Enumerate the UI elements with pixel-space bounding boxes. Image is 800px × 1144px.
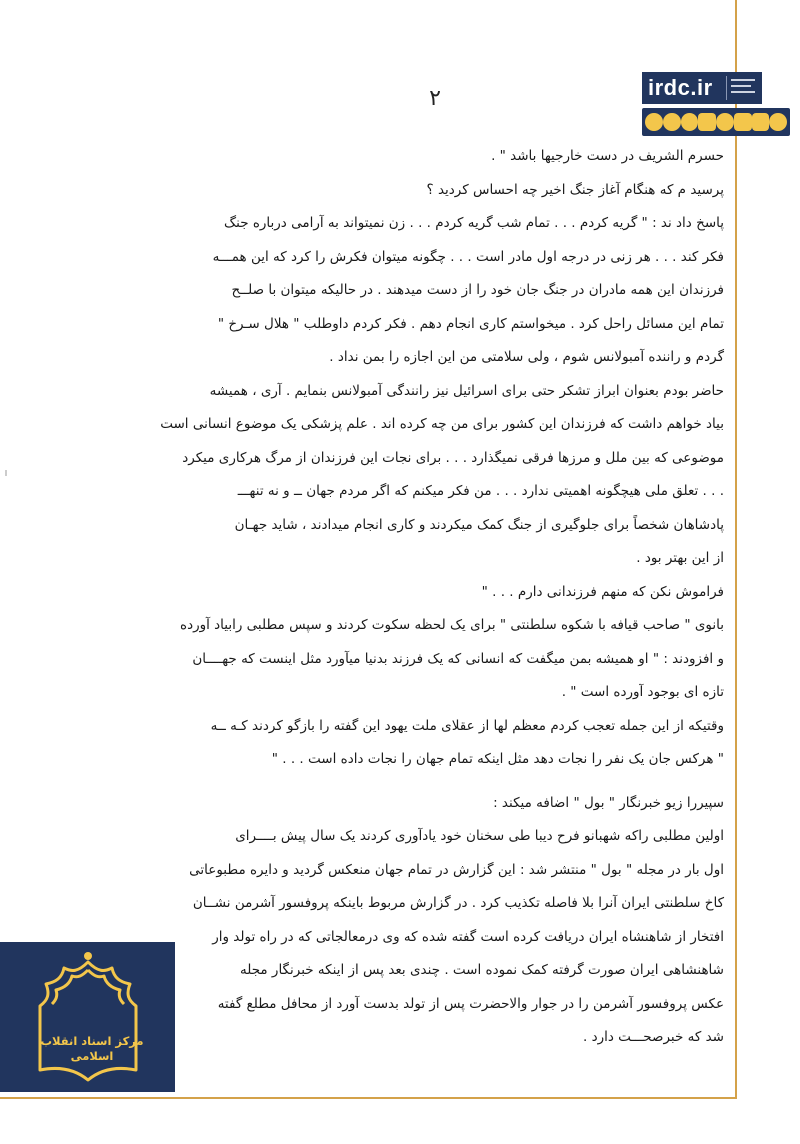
paragraph-1 [98, 140, 724, 777]
text-line: حسرم الشریف در دست خارجیها باشد " . [491, 148, 724, 164]
text-line: اول بار در مجله " بول " منتشر شد : این گزارش در تمام جهان منعکس گردید و دایره مطبوعاتی [189, 861, 724, 878]
text-line: افتخار از شاهنشاه ایران دریافت کرده است گفته شده که وی درمعالجاتی که در راه تولد وار [212, 928, 724, 945]
text-line: فراموش نکن که منهم فرزندانی دارم . . . " [481, 583, 724, 600]
soroush-icon[interactable] [716, 113, 734, 131]
text-line: حاضر بودم بعنوان ابراز تشکر حتی برای اسرائیل نیز رانندگی آمبولانس بنمایم . آری ، همیشه [209, 382, 724, 399]
text-line: تمام این مسائل راحل کرد . میخواستم کاری انجام دهم . فکر کردم داوطلب " هلال سـرخ " [217, 315, 724, 332]
text-line: و افزودند : " او همیشه بمن میگفت که انسانی که یک فرزند بدنیا میآورد مثل اینست که جهــــان [192, 650, 724, 667]
text-line: پاسخ داد ند : " گریه کردم . . . تمام شب گریه کردم . . . زن نمیتواند به آرامی درباره جنگ [224, 215, 724, 231]
stamp-label: مرکز اسناد انقلاب اسلامی [40, 1034, 144, 1063]
logo-text: irdc.ir [648, 75, 713, 100]
telegram-icon[interactable] [698, 113, 716, 131]
text-line: " هرکس جان یک نفر را نجات دهد مثل اینکه تمام جهان را نجات داده است . . . " [271, 751, 724, 767]
browser-icon[interactable] [645, 113, 663, 131]
text-line: موضوعی که بین ملل و مرزها فرقی نمیگذارد . . . برای نجات این فرزندان از مرگ هرکاری میکرد [182, 449, 724, 466]
text-line: گردم و راننده آمبولانس شوم ، ولی سلامتی من این اجازه را بمن نداد . [329, 349, 724, 365]
irdc-logo[interactable] [642, 72, 792, 138]
page-number: ۲ [428, 86, 442, 111]
rubika-icon[interactable] [734, 113, 752, 131]
text-line: اولین مطلبی راکه شهبانو فرح دیبا طی سخنان خود یادآوری کردند یک سال پیش بــــرای [235, 828, 724, 844]
text-line: پرسید م که هنگام آغاز جنگ اخیر چه احساس کردید ؟ [426, 181, 724, 198]
margin-mark [5, 470, 7, 476]
text-line: شد که خبرصحـــت دارد . [583, 1029, 724, 1045]
text-line: . . . تعلق ملی هیچگونه اهمیتی ندارد . . . من فکر میکنم که اگر مردم جهان ــ و نه تنهـــ [237, 483, 724, 499]
social-icons-bar [642, 108, 790, 136]
instagram-icon[interactable] [752, 113, 770, 131]
text-line: تازه ای بوجود آورده است " . [561, 684, 724, 700]
text-line: کاخ سلطنتی ایران آنرا بلا فاصله تکذیب کرد . در گزارش مربوط باینکه پروفسور آشرمن نشــان [192, 895, 724, 911]
text-line: فکر کند . . . هر زنی در درجه اول مادر است . . . چگونه میتوان فکرش را کرد که این همـــه [212, 248, 724, 265]
text-line: بانوی " صاحب قیافه با شکوه سلطنتی " برای یک لحظه سکوت کردند و سپس مطلبی رابیاد آورده [180, 617, 724, 633]
text-line: پادشاهان شخصاً برای جلوگیری از جنگ کمک میکردند و کاری انجام میدادند ، شاید جهـان [234, 516, 724, 533]
messenger-icon[interactable] [663, 113, 681, 131]
text-line: سپیررا زیو خبرنگار " بول " اضافه میکند : [493, 794, 724, 811]
document-body [98, 140, 724, 1055]
paragraph-2 [98, 787, 724, 1055]
stamp-emblem-icon [0, 942, 175, 1092]
text-line: شاهنشاهی ایران صورت گرفته کمک نموده است . چندی بعد پس از اینکه خبرنگار مجله [239, 962, 724, 978]
text-line: وقتیکه از این جمله تعجب کردم معظم لها از عقلای ملت یهود این گفته را بازگو کردند کـه ــه [210, 717, 724, 734]
archive-stamp [0, 942, 175, 1092]
text-line: فرزندان این همه مادران در جنگ جان خود را از دست میدهند . در حالیکه میتوان با صلــح [231, 282, 724, 298]
text-line: بیاد خواهم داشت که فرزندان این کشور برای من چه کرده اند . علم پزشکی یک موضوع انسانی است [160, 416, 724, 432]
logo-banner [642, 72, 762, 104]
logo-mark-icon [726, 76, 759, 100]
text-line: عکس پروفسور آشرمن را در جوار والاحضرت پس از تولد بدست آورد از محافل مطلع گفته [217, 995, 724, 1012]
aparat-icon[interactable] [681, 113, 699, 131]
twitter-icon[interactable] [769, 113, 787, 131]
text-line: از این بهتر بود . [636, 550, 724, 566]
